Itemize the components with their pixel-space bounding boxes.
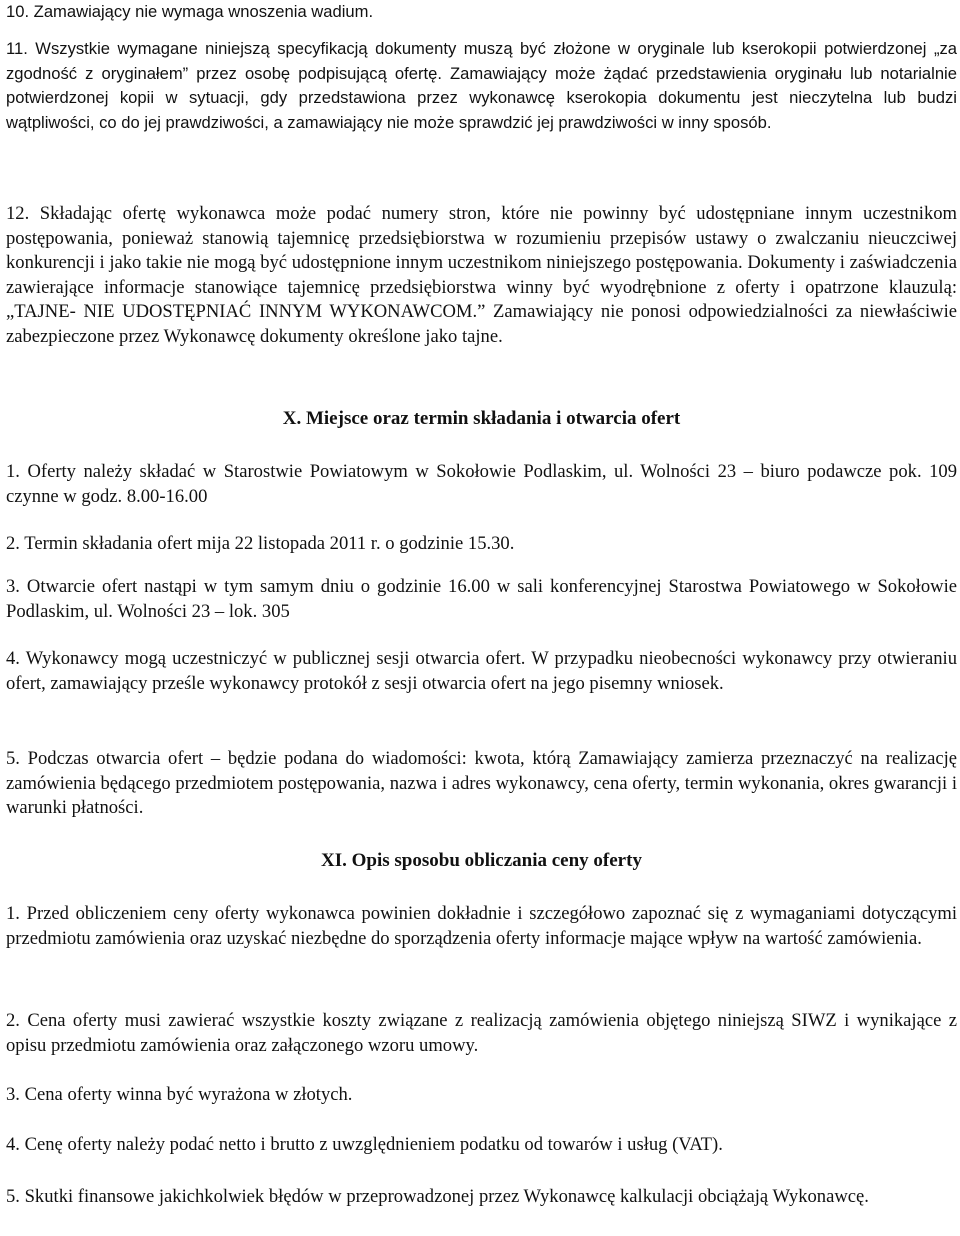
paragraph-12-part-1: 12. Składając ofertę wykonawca może podać numery stron, które nie powinny być udostępniane innym uczestnikom postępowania, ponieważ stanowią tajemnicę przedsiębiorstwa w rozumieniu przepisów ustawy o zwalczaniu nieuczciwej konkurencji i jako takie nie mogą być udostępnione innym uczestnikom niniejszego postępowania.	[6, 203, 957, 273]
section-xi-heading: XI. Opis sposobu obliczania ceny oferty	[321, 850, 642, 871]
section-x-heading: X. Miejsce oraz termin składania i otwarcia ofert	[282, 408, 681, 429]
paragraph-11-part-2: Zamawiający może żądać przedstawienia oryginału lub notarialnie potwierdzonej kopii w sytuacji, gdy przedstawiona przez wykonawcę kserokopia dokumentu jest nieczytelna lub budzi wątpliwości, co do jej prawdziwości, a zamawiający nie może sprawdzić jej prawdziwości w inny sposób.	[6, 63, 957, 132]
section-xi-item-1: 1. Przed obliczeniem ceny oferty wykonawca powinien dokładnie i szczegółowo zapoznać się z wymaganiami dotyczącymi przedmiotu zamówienia oraz uzyskać niezbędne do sporządzenia oferty informacje mające wpływ na wartość zamówienia.	[6, 903, 957, 949]
section-xi-item-2: 2. Cena oferty musi zawierać wszystkie koszty związane z realizacją zamówienia objętego niniejszą SIWZ i wynikające z opisu przedmiotu zamówienia oraz załączonego wzoru umowy.	[6, 1010, 957, 1056]
section-x-item-3: 3. Otwarcie ofert nastąpi w tym samym dniu o godzinie 16.00 w sali konferencyjnej Starostwa Powiatowego w Sokołowie Podlaskim, ul. Wolności 23 – lok. 305	[6, 576, 957, 622]
paragraph-12-part-2: Dokumenty i zaświadczenia zawierające informacje stanowiące tajemnicę przedsiębiorstwa winny być wyodrębnione z oferty i opatrzone klauzulą: „TAJNE- NIE UDOSTĘPNIAĆ INNYM WYKONAWCOM.” Zamawiający nie ponosi odpowiedzialności za niewłaściwie zabezpieczone przez Wykonawcę dokumenty określone jako tajne.	[6, 252, 957, 347]
section-x-item-2: 2. Termin składania ofert mija 22 listopada 2011 r. o godzinie 15.30.	[6, 533, 515, 554]
paragraph-11-part-1: 11. Wszystkie wymagane niniejszą specyfikacją dokumenty muszą być złożone w oryginale lub kserokopii potwierdzonej „za zgodność z oryginałem” przez osobę podpisującą ofertę.	[6, 39, 957, 83]
paragraph-12	[6, 202, 957, 349]
section-xi-item-5: 5. Skutki finansowe jakichkolwiek błędów w przeprowadzonej przez Wykonawcę kalkulacji obciążają Wykonawcę.	[6, 1186, 869, 1207]
section-x-item-5: 5. Podczas otwarcia ofert – będzie podana do wiadomości: kwota, którą Zamawiający zamierza przeznaczyć na realizację zamówienia będącego przedmiotem postępowania, nazwa i adres wykonawcy, cena oferty, termin wykonania, okres gwarancji i warunki płatności.	[6, 748, 957, 818]
section-x-item-1: 1. Oferty należy składać w Starostwie Powiatowym w Sokołowie Podlaskim, ul. Wolności 23 – biuro podawcze pok. 109 czynne w godz. 8.00-16.00	[6, 461, 957, 507]
paragraph-10: 10. Zamawiający nie wymaga wnoszenia wadium.	[6, 2, 374, 21]
paragraph-11	[6, 37, 957, 135]
section-x-item-4: 4. Wykonawcy mogą uczestniczyć w publicznej sesji otwarcia ofert. W przypadku nieobecności wykonawcy przy otwieraniu ofert, zamawiający prześle wykonawcy protokół z sesji otwarcia ofert na jego pisemny wniosek.	[6, 648, 957, 694]
section-xi-item-3: 3. Cena oferty winna być wyrażona w złotych.	[6, 1084, 353, 1105]
section-xi-item-4: 4. Cenę oferty należy podać netto i brutto z uwzględnieniem podatku od towarów i usług (VAT).	[6, 1134, 723, 1155]
